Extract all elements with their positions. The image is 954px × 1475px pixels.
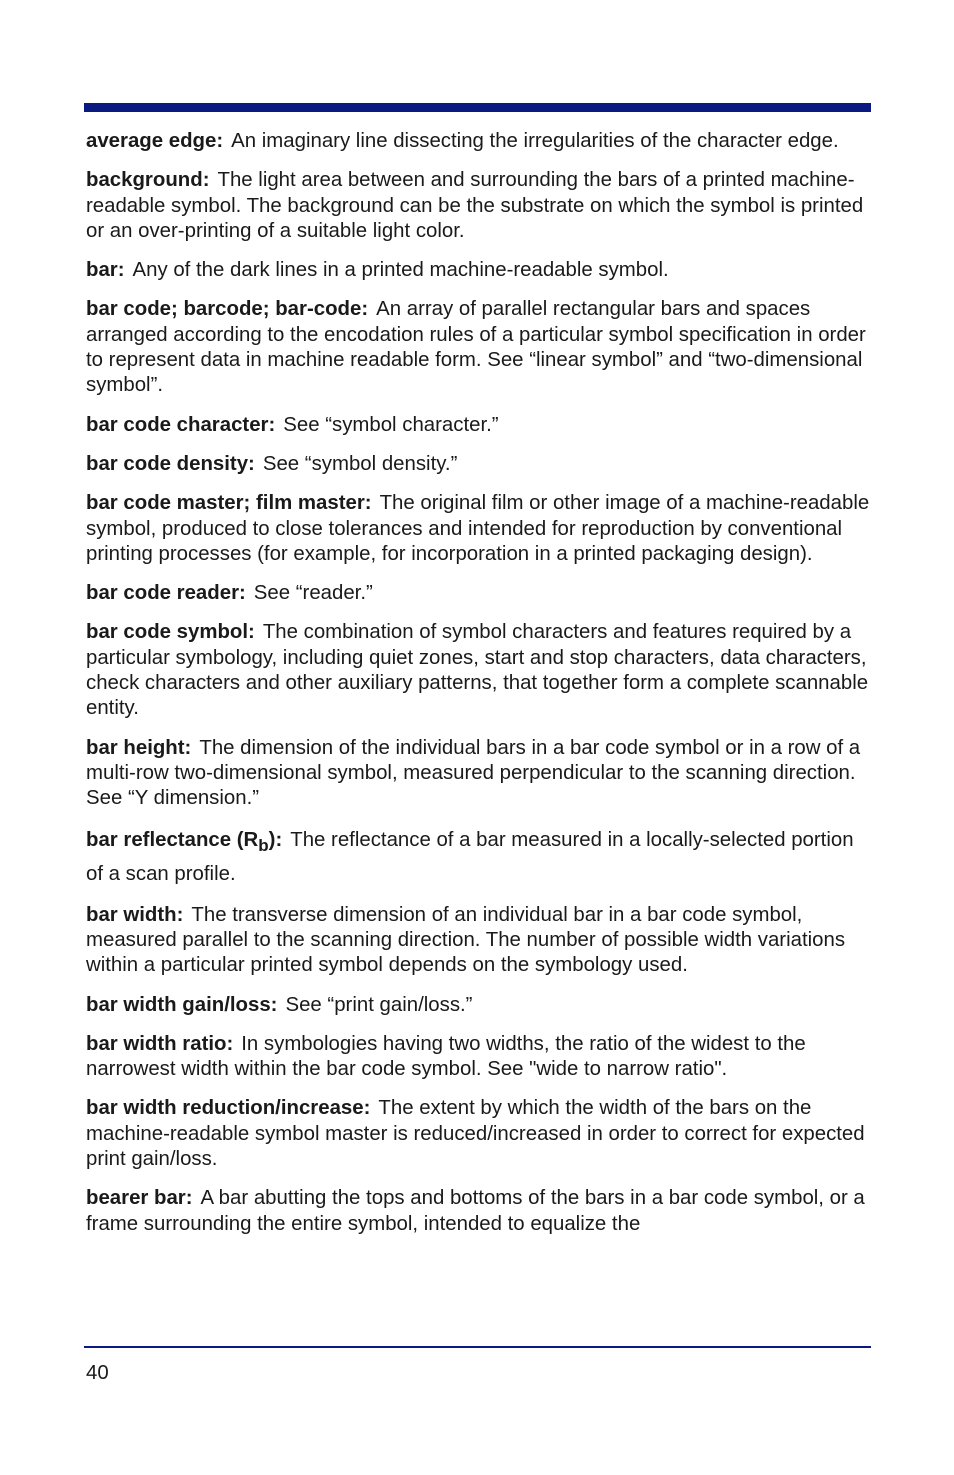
glossary-entry-bar-reflectance — [86, 826, 871, 889]
glossary-definition: The original film or other image of a machine-readable symbol, produced to close tolerances and intended for reproduction by conventional printing processes (for example, for incorporation in a printed packaging design). — [86, 492, 870, 565]
glossary-term: bar width ratio: — [86, 1032, 234, 1055]
glossary-definition: See “print gain/loss.” — [285, 993, 473, 1016]
glossary-content — [86, 129, 871, 1251]
glossary-term: bar code master; film master: — [86, 492, 372, 515]
glossary-entry-bar-code-master — [86, 491, 871, 567]
glossary-term: bar width: — [86, 903, 184, 926]
glossary-entry-bar-width-reduction — [86, 1096, 871, 1172]
term-subscript: b — [258, 835, 269, 855]
glossary-definition: The extent by which the width of the bars on the machine-readable symbol master is reduced/increased in order to correct for expected print gain/loss. — [86, 1097, 865, 1170]
glossary-term — [86, 828, 283, 855]
glossary-term: bar code character: — [86, 413, 276, 436]
glossary-entry-background — [86, 168, 871, 244]
glossary-entry-bar-code-reader — [86, 581, 871, 606]
glossary-entry-bar-height — [86, 736, 871, 812]
glossary-definition: The dimension of the individual bars in a bar code symbol or in a row of a multi-row two-dimensional symbol, measured perpendicular to the scanning direction. See “Y dimension.” — [86, 736, 861, 810]
glossary-term: bar height: — [86, 736, 192, 759]
glossary-entry-average-edge — [86, 129, 871, 154]
glossary-definition: The reflectance of a bar measured in a locally-selected portion of a scan profile. — [86, 828, 854, 885]
glossary-definition: The combination of symbol characters and features required by a particular symbology, including quiet zones, start and stop characters, data characters, check characters and other auxiliary patterns, that together form a complete scannable entity. — [86, 621, 869, 720]
glossary-term: bar: — [86, 259, 125, 282]
glossary-term: bar code symbol: — [86, 621, 255, 644]
glossary-entry-bar-width-gain-loss — [86, 993, 871, 1018]
glossary-term: bar width gain/loss: — [86, 993, 278, 1016]
glossary-definition: The light area between and surrounding the bars of a printed machine-readable symbol. The background can be the substrate on which the symbol is printed or an over-printing of a suitable light color. — [86, 169, 864, 242]
term-prefix: bar reflectance (R — [86, 828, 259, 851]
glossary-definition: In symbologies having two widths, the ratio of the widest to the narrowest width within the bar code symbol. See "wide to narrow ratio". — [86, 1032, 806, 1081]
glossary-entry-bar — [86, 258, 871, 283]
glossary-entry-bar-width-ratio — [86, 1032, 871, 1083]
footer-rule — [84, 1346, 871, 1348]
glossary-entry-bar-code-density — [86, 452, 871, 477]
glossary-definition: See “reader.” — [253, 582, 373, 605]
glossary-definition: The transverse dimension of an individual bar in a bar code symbol, measured parallel to the scanning direction. The number of possible width variations within a particular printed symbol depends on the symbology used. — [86, 903, 846, 977]
glossary-definition: Any of the dark lines in a printed machine-readable symbol. — [132, 259, 669, 282]
glossary-entry-bar-code — [86, 297, 871, 398]
glossary-term: bar code density: — [86, 452, 255, 475]
header-rule — [84, 103, 871, 112]
glossary-entry-bar-code-character — [86, 413, 871, 438]
glossary-term: bar width reduction/increase: — [86, 1097, 371, 1120]
glossary-definition: A bar abutting the tops and bottoms of the bars in a bar code symbol, or a frame surrounding the entire symbol, intended to equalize the — [86, 1187, 865, 1235]
glossary-entry-bearer-bar — [86, 1186, 871, 1237]
glossary-entry-bar-code-symbol — [86, 620, 871, 721]
glossary-term: background: — [86, 169, 210, 192]
glossary-term: bar code reader: — [86, 582, 246, 605]
glossary-term: bearer bar: — [86, 1187, 193, 1210]
glossary-definition: See “symbol density.” — [262, 452, 458, 475]
term-suffix: ): — [268, 828, 283, 851]
glossary-term: bar code; barcode; bar-code: — [86, 298, 369, 321]
glossary-definition: See “symbol character.” — [283, 413, 499, 436]
glossary-entry-bar-width — [86, 903, 871, 979]
glossary-definition: An imaginary line dissecting the irregularities of the character edge. — [231, 130, 839, 152]
glossary-definition: An array of parallel rectangular bars and spaces arranged according to the encodation rules of a particular symbol specification in order to represent data in machine readable form. See “linear symbol” and “two-dimensional symbol”. — [86, 298, 866, 397]
page-number: 40 — [86, 1362, 109, 1384]
glossary-term: average edge: — [86, 130, 224, 152]
